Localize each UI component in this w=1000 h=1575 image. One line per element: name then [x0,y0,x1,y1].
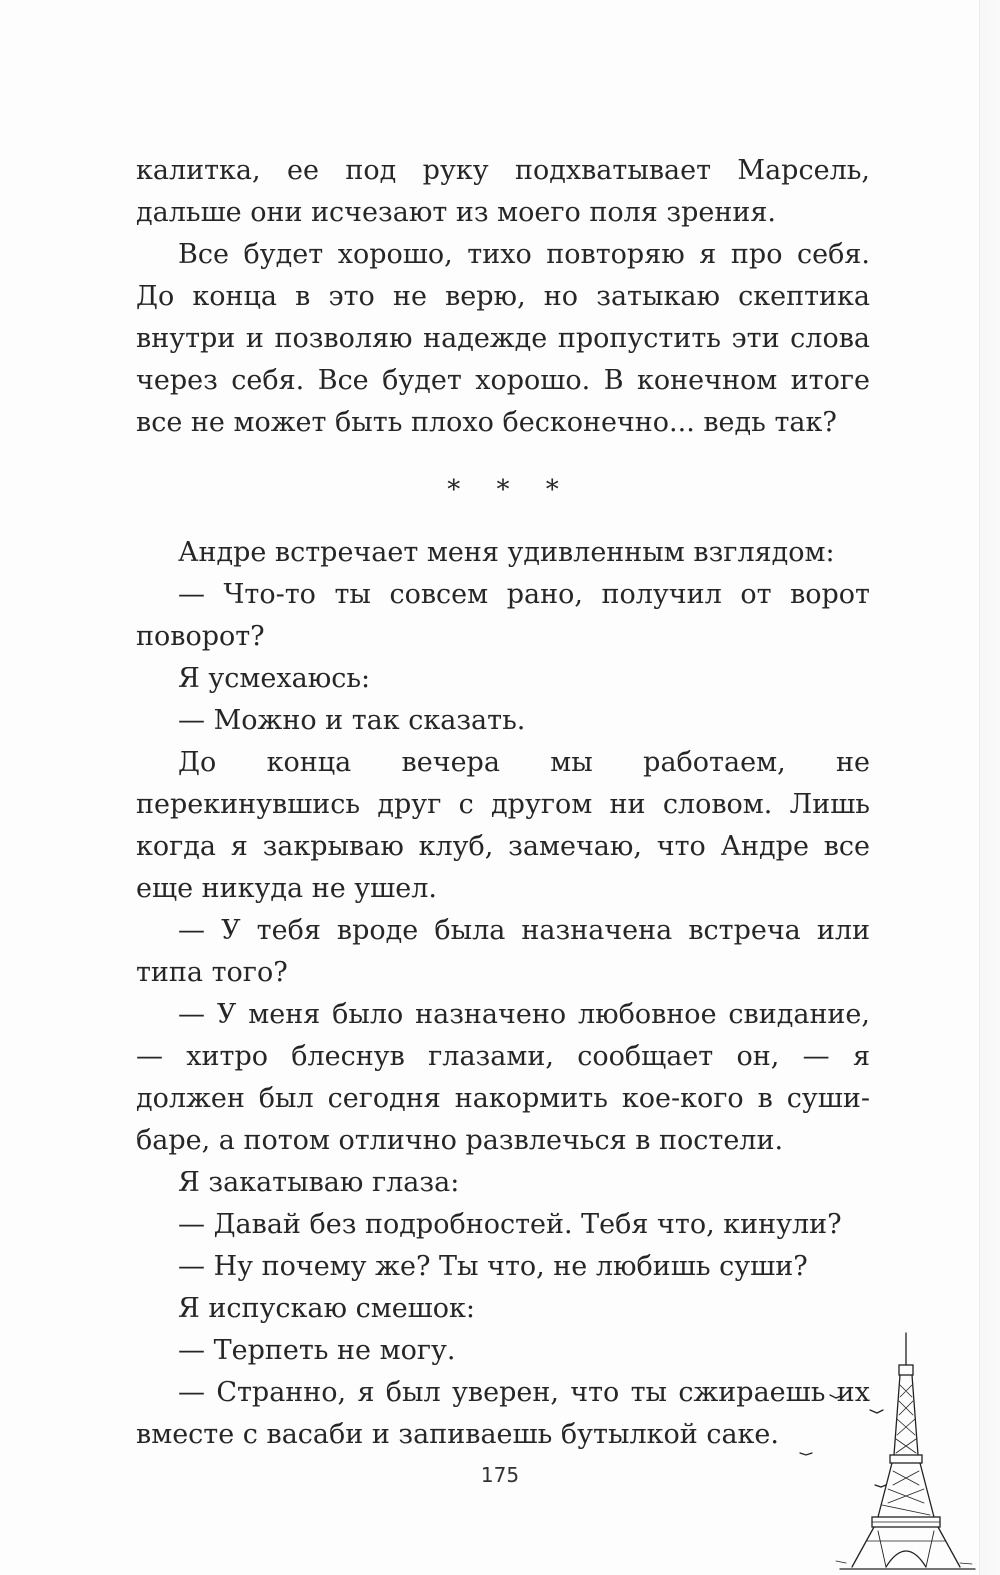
dialogue-line: — Можно и так сказать. [178,705,526,736]
page-number: 175 [480,1463,520,1487]
paragraph: Андре встречает меня удивленным взглядом: [178,537,835,568]
paragraph: Все будет хорошо, тихо повторяю я про себя. До конца в это не верю, но затыкаю скептика внутри и позволяю надежде пропустить эти слова через себя. Все будет хорошо. В конечном итоге все не может быть плохо бесконечно... ведь так? [136,239,870,438]
scene-break: * * * [447,475,573,505]
dialogue-line: — У меня было назначено любовное свидание, — хитро блеснув глазами, сообщает он, — я должен был сегодня накормить кое-кого в суши-баре, а потом отлично развлечься в постели. [136,999,870,1156]
dialogue-line: — Давай без подробностей. Тебя что, кинули? [178,1209,842,1240]
page-edge [979,0,1000,1575]
eiffel-tower-illustration [790,1325,980,1575]
page-body-text [136,150,870,1456]
dialogue-line: — Терпеть не могу. [178,1335,456,1366]
dialogue-line: — Странно, я был уверен, что ты сжираешь их вместе с васаби и запиваешь бутылкой саке. [136,1377,870,1450]
dialogue-line: — У тебя вроде была назначена встреча или типа того? [136,915,870,988]
paragraph: Я испускаю смешок: [178,1293,475,1324]
paragraph: калитка, ее под руку подхватывает Марсель, дальше они исчезают из моего поля зрения. [136,155,870,228]
dialogue-line: — Что-то ты совсем рано, получил от ворот поворот? [136,579,870,652]
paragraph: Я закатываю глаза: [178,1167,460,1198]
paragraph: До конца вечера мы работаем, не перекинувшись друг с другом ни словом. Лишь когда я закрываю клуб, замечаю, что Андре все еще никуда не ушел. [136,747,870,904]
paragraph: Я усмехаюсь: [178,663,371,694]
dialogue-line: — Ну почему же? Ты что, не любишь суши? [178,1251,808,1282]
